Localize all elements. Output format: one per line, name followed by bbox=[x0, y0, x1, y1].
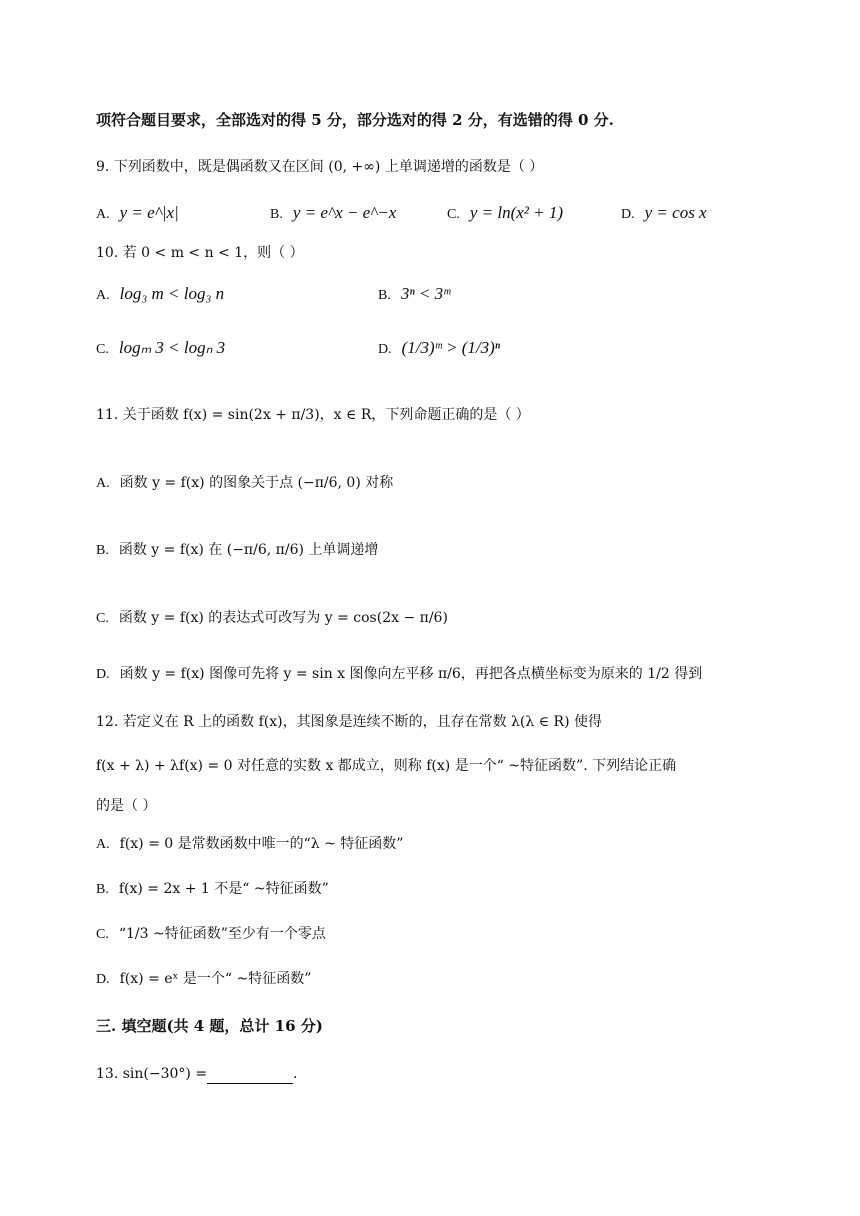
q13-stem: 13. sin(−30°) = bbox=[96, 1066, 208, 1082]
instruction-text: 项符合题目要求，全部选对的得 5 分，部分选对的得 2 分，有选错的得 0 分. bbox=[96, 111, 614, 129]
q12-option-a-text: f(x) = 0 是常数函数中唯一的“λ ~ 特征函数” bbox=[119, 836, 404, 852]
q9-option-c-text: y = ln(x² + 1) bbox=[469, 203, 564, 222]
q11-option-a-text: 函数 y = f(x) 的图象关于点 (−π/6, 0) 对称 bbox=[119, 475, 394, 491]
q12-option-c-label: C. bbox=[96, 927, 109, 942]
q10-option-d-text: (1/3)ᵐ > (1/3)ⁿ bbox=[401, 338, 501, 357]
q10-option-d-label: D. bbox=[378, 342, 392, 357]
q10-option-a-label: A. bbox=[96, 288, 110, 303]
q12-stem-line3: 的是（ ） bbox=[96, 798, 157, 814]
q11-option-a[interactable] bbox=[96, 473, 393, 494]
q9-option-a-label: A. bbox=[96, 207, 110, 222]
q12-option-b-label: B. bbox=[96, 882, 109, 897]
q9-option-d[interactable] bbox=[621, 203, 707, 225]
q9-option-d-text: y = cos x bbox=[644, 203, 707, 222]
q11-stem: 11. 关于函数 f(x) = sin(2x + π/3)，x ∈ R，下列命题正确的是（ ） bbox=[96, 407, 530, 423]
q12-option-c-text: “1/3 ~特征函数”至少有一个零点 bbox=[118, 926, 326, 942]
q9-option-a[interactable] bbox=[96, 203, 179, 225]
q10-option-b-text: 3ⁿ < 3ᵐ bbox=[400, 284, 451, 303]
q13-row bbox=[96, 1064, 298, 1084]
q11-option-c[interactable] bbox=[96, 608, 448, 629]
q11-option-d-text: 函数 y = f(x) 图像可先将 y = sin x 图像向左平移 π/6，再把各点横坐标变为原来的 1/2 得到 bbox=[119, 666, 703, 682]
q9-option-c-label: C. bbox=[447, 207, 460, 222]
q10-option-b-label: B. bbox=[378, 288, 391, 303]
q10-option-d[interactable] bbox=[378, 338, 500, 360]
q13-end: . bbox=[293, 1066, 298, 1082]
q9-option-b-text: y = e^x − e^−x bbox=[292, 203, 397, 222]
q9-option-c[interactable] bbox=[447, 203, 563, 225]
q10-option-c[interactable] bbox=[96, 338, 225, 360]
q11-option-b[interactable] bbox=[96, 540, 378, 561]
q9-option-d-label: D. bbox=[621, 207, 635, 222]
q12-option-d[interactable] bbox=[96, 969, 311, 990]
q11-option-d[interactable] bbox=[96, 664, 702, 685]
q10-option-c-label: C. bbox=[96, 342, 109, 357]
q11-option-a-label: A. bbox=[96, 476, 110, 491]
q10-option-c-text: logₘ 3 < logₙ 3 bbox=[118, 338, 226, 357]
section-heading: 三. 填空题(共 4 题，总计 16 分) bbox=[96, 1017, 323, 1035]
q12-option-b-text: f(x) = 2x + 1 不是“ ~特征函数” bbox=[118, 881, 329, 897]
q11-option-c-text: 函数 y = f(x) 的表达式可改写为 y = cos(2x − π/6) bbox=[118, 610, 448, 626]
q13-answer-blank[interactable] bbox=[207, 1067, 293, 1084]
q9-stem: 9. 下列函数中，既是偶函数又在区间 (0, +∞) 上单调递增的函数是（ ） bbox=[96, 159, 544, 175]
q10-option-a-text: log₃ m < log₃ n bbox=[119, 284, 225, 303]
q11-option-c-label: C. bbox=[96, 611, 109, 626]
q9-option-a-text: y = e^|x| bbox=[119, 203, 179, 222]
q11-option-b-label: B. bbox=[96, 543, 109, 558]
q11-option-d-label: D. bbox=[96, 667, 110, 682]
q12-stem-line2: f(x + λ) + λf(x) = 0 对任意的实数 x 都成立，则称 f(x) 是一个“ ~特征函数”. 下列结论正确 bbox=[96, 758, 677, 774]
q12-option-b[interactable] bbox=[96, 879, 329, 900]
q12-stem-line1: 12. 若定义在 R 上的函数 f(x)，其图象是连续不断的，且存在常数 λ(λ ∈ R) 使得 bbox=[96, 714, 602, 730]
q9-option-b-label: B. bbox=[270, 207, 283, 222]
q12-option-c[interactable] bbox=[96, 924, 326, 945]
q11-option-b-text: 函数 y = f(x) 在 (−π/6, π/6) 上单调递增 bbox=[118, 542, 379, 558]
q12-option-a[interactable] bbox=[96, 834, 403, 855]
q12-option-d-label: D. bbox=[96, 972, 110, 987]
q12-option-d-text: f(x) = eˣ 是一个“ ~特征函数” bbox=[119, 971, 312, 987]
q10-option-b[interactable] bbox=[378, 284, 450, 306]
q10-option-a[interactable] bbox=[96, 284, 224, 306]
q10-stem: 10. 若 0 < m < n < 1，则（ ） bbox=[96, 245, 304, 261]
q12-option-a-label: A. bbox=[96, 837, 110, 852]
q9-option-b[interactable] bbox=[270, 203, 396, 225]
